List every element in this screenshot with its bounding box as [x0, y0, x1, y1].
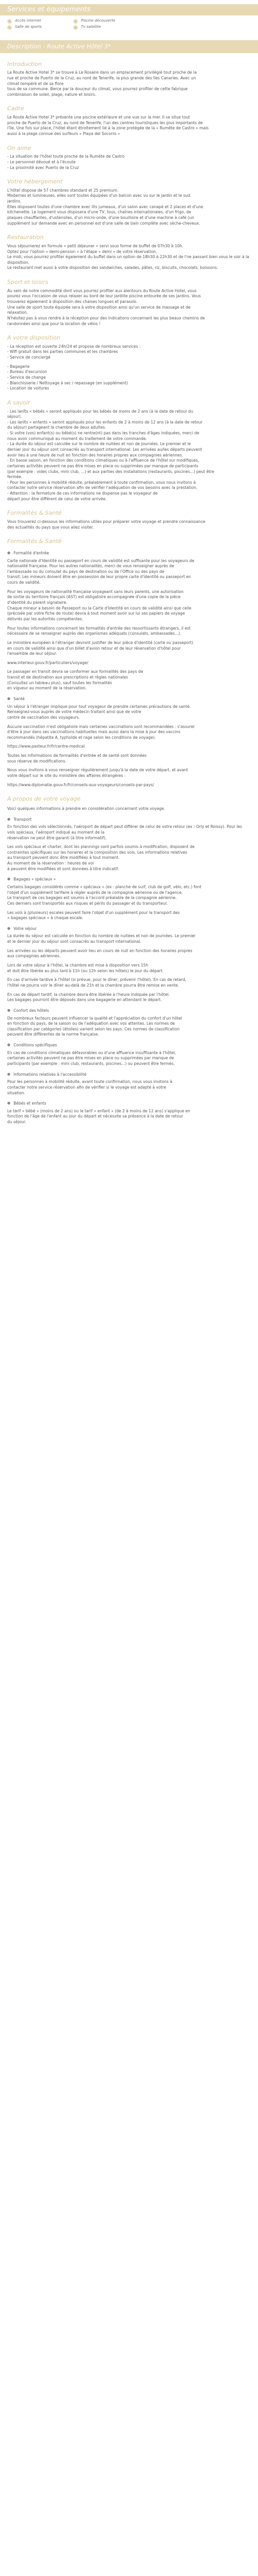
bullet-text: aux compagnies aériennes.: [7, 954, 61, 959]
bullet-text: Les vols spéciaux et charter, dont les plannings sont parfois soumis à modification, disposent de: [7, 844, 195, 850]
spacer: [7, 666, 251, 669]
bullet-text: situation.: [7, 1090, 26, 1095]
bullet-text: peuvent être différentes de la norme française.: [7, 1032, 99, 1037]
section-text: L'hôtel dispose de 57 chambres standard et 25 premium.: [7, 188, 119, 193]
bullet-title-row: [7, 1072, 251, 1078]
page-title-text: Description - Route Active Hôtel 3*: [7, 43, 111, 50]
section-text: - Blanchisserie / Nettoyage à sec / repassage (en supplément): [7, 380, 128, 385]
bullet-text: Les vols à (plusieurs) escales peuvent faire l'objet d'un supplément pour le transport des: [7, 910, 180, 915]
bullet-text: Pour les personnes à mobilité réduite, avant toute confirmation, nous vous invitons à: [7, 1079, 172, 1084]
bullet-text: en cours de validité ainsi que d'un billet d'avion retour et de leur réservation d'hôtel pour: [7, 646, 181, 651]
bullet-title: Formalité d'entrée: [13, 550, 49, 555]
section-heading: Votre hébergement: [7, 178, 63, 185]
section-text: - En basse saison, en fonction des conditions climatiques ou à l'affluence de l'hôtel sur modifiques,: [7, 458, 199, 463]
section-text: pourez vous l'occasion de vous relaxer au bord de leur jardiite piscine entourée de ses jardins. Vous: [7, 294, 201, 299]
section-text: Le restaurant met aussi à votre disposition des sandwiches, salades, pâtes, riz, biscuits, chocolats, boissons.: [7, 265, 218, 270]
section-text: combinaison de soleil, plage, nature et loisirs.: [7, 92, 96, 97]
spacer: [7, 622, 251, 626]
bullet-text: et doit être libérée au plus tard à 11h (ou 12h selon les hôtels) le jour du départ.: [7, 968, 164, 973]
bullet-dot-icon: ●: [7, 1043, 11, 1047]
bullet-text: En cas d'arrivée tardive à l'hôtel (si prévue, pour le dîner, prévenir l'hôtel). En cas de retard,: [7, 977, 186, 982]
bullet-text: d'identité du parent signataire.: [7, 600, 68, 605]
bullet-dot-icon: ●: [7, 817, 11, 821]
section-text: - Les lanîts « bébés » seront appliqués pour les bébés de moins de 2 ans (à la date de retour du: [7, 409, 194, 414]
section-text: La Route Active Hotel 3* se trouve à Le Rosaire dans un emplacement privilégié tout proche de la: [7, 70, 197, 75]
bullet-text: cours de validité.: [7, 580, 41, 585]
bullet-text: délivrés par les autorités compétentes.: [7, 616, 84, 621]
section-text: kitchenette. Le logement vous disposera d'une TV, tous, chaînes internationales, d'un frigo, de: [7, 210, 191, 215]
section-text: relaxation.: [7, 310, 28, 315]
bullet-text: www.interieur.gouv.fr/particuliers/voyage/: [7, 660, 89, 665]
bullet-text: votre départ sur le site du ministère des affaires étrangères :: [7, 773, 126, 778]
bullet-text: De nombreux facteurs peuvent influencer la qualité et l'appréciation du confort d'un hôtel: [7, 1015, 182, 1021]
spacer: [7, 974, 251, 977]
section-heading: On aime: [7, 144, 31, 151]
bullet-text: l'ensemble de leur séjour.: [7, 651, 57, 656]
section-heading: Restauration: [7, 234, 44, 241]
services-row: [7, 25, 251, 30]
bullet-text: Un séjour à l'étranger implique pour tout voyageur de prendre certaines précautions de santé.: [7, 704, 191, 709]
bullet-text: Aucune vaccination n'est obligatoire mais certaines vaccinations sont recommandées : s'assurer: [7, 724, 195, 729]
spacer: [7, 907, 251, 910]
section-text: - Bagagerie: [7, 364, 30, 369]
section-text: l'île. Une fois sur place, l'hôtel étant étroitement lié à la zone protégée de la « Ruméte de Castro » mais: [7, 126, 209, 131]
spacer: [7, 779, 251, 783]
bullet-text: La durée du séjour est calculée en fonction du nombre de nuitées et non de journées. Le premier: [7, 934, 196, 939]
section-text: départ pour être différent de celui de votre arrivée.: [7, 496, 107, 501]
section-heading: Sport et loisirs: [7, 279, 49, 286]
bullet-title-row: [7, 1101, 251, 1107]
section-text: - Service de change: [7, 375, 46, 380]
section-text: fermée.: [7, 474, 23, 480]
bullet-dot-icon: ●: [7, 877, 11, 882]
bullet-text: Les bagages pourront être déposés dans une bagagerie en attendant le départ.: [7, 997, 162, 1003]
section-text: - La durée du séjour est calculée sur le nombre de nuitées et non de journées. Le premier et le: [7, 442, 191, 447]
spacer: [7, 740, 251, 744]
section-text: contacter notre service réservation afin de vérifier l'adéquation de vos besoins avec la prestation.: [7, 485, 198, 490]
apropos-heading: A propos de votre voyage: [7, 795, 81, 803]
section-heading: Formalités & Santé: [7, 510, 62, 517]
bullet-title: Votre séjour: [13, 926, 37, 931]
bullet-text: au transport peuvent donc être modifiées à tout moment.: [7, 855, 120, 860]
bullet-text: (précisée par votre fiche de route) devra à tout moment avoir sur lui ses papiers de voyage: [7, 611, 185, 616]
bullet-dot-icon: ●: [7, 926, 11, 930]
bullet-text: Les arrivées ou les départs peuvent avoir lieu en cours de nuit en fonction des horaires propres: [7, 948, 192, 953]
tv-icon: [73, 25, 78, 30]
section-text: - Location de voitures: [7, 386, 50, 391]
section-text: Le midi, vous pourrez profiter également du buffet dans un option de 18h30 à 22h30 et de l'ne passant bien vous le soir à la disposition.: [7, 255, 249, 265]
apropos-bullets: [7, 817, 251, 1125]
spacer: [7, 586, 251, 589]
service-tv: [73, 25, 139, 30]
bullet-text: Nous vous invitons à vous renseigner régulièrement jusqu'à la date de votre départ, et avant: [7, 768, 188, 773]
bullet-text: Le ministère européen à l'étranger devront justifier de leur pièce d'identité (carte ou passeport): [7, 640, 194, 645]
bullet-text: Lors de votre séjour à l'hôtel, la chambre est mise à disposition vers 15h: [7, 963, 149, 968]
bullet-text: d'être à jour dans ses vaccinations habituelles mais aussi dans la mise à jour des vaccins: [7, 730, 181, 735]
bullet-text: transit. Les mineurs doivent être en possession de leur propre carte d'identité ou passeport en: [7, 574, 191, 580]
section-text: randonnées ainsi que pour la location de vélos !: [7, 321, 101, 326]
section-text: des actualités du pays que vous allez visiter.: [7, 524, 94, 530]
bullet-text: Le tarif « bébé » (moins de 2 ans) ou le tarif « enfant » (de 2 à moins de 12 ans) s'applique en: [7, 1108, 190, 1113]
service-internet: [7, 19, 73, 24]
section-text: - Pour les personnes à mobilité réduite, préalablement à toute confirmation, vous nous invitons à: [7, 480, 196, 485]
section-text: Une salle de sport toute équipée sera à votre disposition ainsi qu'un service de massage et de: [7, 304, 191, 310]
bullet-text: Chaque mineur a besoin de Passeport ou la Carte d'Identité en cours de validité ainsi que celle: [7, 605, 191, 611]
section-text: séjour).: [7, 414, 22, 419]
section-text: - La situation de l'hôtel toute proche de la Ruméte de Castro: [7, 154, 125, 159]
service-gym: [7, 25, 73, 30]
bullet-title-row: [7, 877, 251, 883]
formalites-block: [0, 537, 258, 788]
apropos-intro: Voici quelques informations à prendre en considération concernant votre voyage.: [7, 806, 166, 811]
services-grid: [0, 15, 258, 35]
section-text: N'hésitez pas à vous rendre à la réception pour des indications concernant les plus beaux chemins de: [7, 315, 205, 320]
spacer: [7, 657, 251, 660]
bullet-text: centre de vaccination des voyageurs.: [7, 715, 80, 720]
bullet-title: Santé: [13, 697, 25, 701]
bullet-text: l'ambassade ou du consulat du pays de destination ou de l'Office ou des pays de: [7, 569, 165, 574]
section-text: certaines activités peuvent ne pas être mises en place ou supprimées par manque de participants: [7, 463, 199, 468]
section-text: - La proximité avec Puerto de la Cruz: [7, 165, 79, 170]
bullet-text: « bagages spéciaux » à chaque escale.: [7, 916, 84, 921]
service-label: Tv satellite: [81, 25, 101, 29]
apropos-block: [0, 795, 258, 1125]
section-text: climat tempéré et de sa flore: [7, 81, 64, 86]
section-text: - Si votre (vos) enfant(s) ou bébé(s) ne rentre(nt) pas dans les tranches d'âges indiquées, merci de: [7, 431, 200, 436]
bullet-text: Certains bagages considérés comme « spéciaux » (ex : planche de surf, club de golf, vélo, etc.) font: [7, 884, 202, 889]
section-text: Modernes et lumineuses, elles sont toutes équipées d'un balcon avec vu sur le jardin et le sud.: [7, 193, 191, 198]
bullet-text: Carte nationale d'Identité ou passeport en cours de validité est suffisante pour les voyageurs de: [7, 558, 195, 563]
bullet-text: fonction de l'âge de l'enfant au jour du départ et nécessite sa présence à la date de retour: [7, 1114, 183, 1119]
bullet-text: nationalité française. Pour les autres nationalités, merci de vous renseigner auprès de: [7, 564, 174, 569]
section-text: Vous trouverez ci-dessous les informations utiles pour préparer votre voyage et prendre connaissance: [7, 519, 205, 524]
bullet-text: Pour les voyageurs de nationalité française voyageant sans leurs parents, une autorisation: [7, 589, 184, 594]
spacer: [7, 841, 251, 844]
formalites-heading: Formalités & Santé: [7, 538, 62, 545]
bullet-text: recommandés (hépatite A, typhoïde et rage selon les conditions de voyage).: [7, 735, 156, 740]
spacer: [7, 637, 251, 640]
bullet-dot-icon: ●: [7, 697, 11, 701]
section-text: Optez pour l'option « demi-pension » à l'étape « demi » de votre réservation.: [7, 249, 157, 254]
section-heading: A savoir: [7, 399, 30, 406]
bullet-text: https://www.diplomatie.gouv.fr/fr/conseils-aux-voyageurs/conseils-par-pays/: [7, 782, 154, 787]
bullet-title-row: [7, 551, 251, 556]
bullet-text: participants (par exemple : mini club, restaurants, piscines...) ou peuvent être fermés.: [7, 1061, 175, 1066]
section-heading: A votre disposition: [7, 334, 60, 342]
section-text: - Attention : la fermeture de ces informations ne dispense pas le voyageur de: [7, 491, 158, 496]
description-sections: [0, 60, 258, 531]
section-text: - Les lanîts « enfants » seront appliqués pour les enfants de 2 à moins de 12 ans (à la date de retour: [7, 419, 203, 425]
bullet-title: Confort des hôtels: [13, 1008, 49, 1013]
bullet-text: En cas de départ tardif, la chambre devra être libérée à l'heure indiquée par l'hôtel.: [7, 992, 170, 997]
bullet-title: Bagages « spéciaux »: [13, 877, 56, 882]
service-pool: [73, 19, 139, 24]
bullet-text: classification par catégories (étoiles) varient selon les pays. Ces normes de classification: [7, 1026, 180, 1031]
section-heading: Introduction: [7, 60, 42, 67]
bullet-text: Au moment de la réservation : heures de vol: [7, 861, 94, 866]
section-text: Au sein de notre commodité dont vous pourrez profiter aux alentours du Route Active Hotel, vous: [7, 288, 197, 293]
section-text: Elles disposent toutes d'une chambre avec lits jumeaux, d'un salon avec canapé et 2 places et d'une: [7, 204, 203, 209]
bullet-text: certaines activités peuvent ne pas être mises en place ou supprimées par manque de: [7, 1056, 174, 1061]
services-header: [0, 4, 258, 15]
section-text: trouverez également à disposition des chaises longues et parasols.: [7, 299, 138, 304]
service-label: Piscine découverte: [81, 19, 116, 23]
section-text: proche de Puerto de la Cruz, au nord de Tenerife, l'un des centres touristiques les plus importants de: [7, 120, 203, 125]
bullet-title-row: [7, 697, 251, 702]
wifi-icon: [7, 19, 12, 24]
bullet-text: sous réserve de modifications.: [7, 758, 67, 764]
page-title: [0, 40, 258, 53]
section-text: Vous séjournerez en formule « petit déjeuner » servi sous forme de buffet de 07h30 à 10h.: [7, 243, 184, 248]
section-heading: Cadre: [7, 105, 24, 112]
spacer: [7, 764, 251, 768]
bullet-text: Toutes les informations de formalités d'entrée et de santé sont données: [7, 753, 147, 758]
bullet-text: Le passager en transit devra se conformer aux formalités des pays de: [7, 669, 143, 674]
section-text: jardins.: [7, 199, 22, 204]
spacer: [7, 750, 251, 753]
spacer: [7, 721, 251, 724]
bullet-text: l'objet d'un supplément tarifaire à régler auprès de la compagnie aérienne ou de l'agence.: [7, 890, 183, 895]
bullet-title-row: [7, 1043, 251, 1048]
bullet-text: en fonction du pays, de la saison ou de l'adéquation avec vos attentes. Les normes de: [7, 1021, 175, 1026]
gym-icon: [7, 25, 12, 30]
bullet-text: Le transport de ces bagages est soumis à l'accord préalable de la compagnie aérienne.: [7, 895, 177, 901]
section-text: aussi à la plage connue des surfeurs « Playa del Socorro »: [7, 131, 120, 136]
bullet-text: contacter notre service réservation afin de vérifier si le voyage est adapté à votre: [7, 1084, 167, 1090]
bullet-text: (Consultez un tableau plus), sauf toutes les formalités: [7, 680, 112, 685]
bullet-text: et le dernier jour du séjour sont consacrés au transport international.: [7, 939, 141, 944]
section-text: - Wifi gratuit dans les parties communes et les chambres: [7, 349, 118, 354]
spacer: [7, 959, 251, 963]
bullet-title: Conditions spécifiques: [13, 1043, 57, 1048]
bullet-title-row: [7, 926, 251, 932]
section-text: rue et proche de Puerto de la Cruz, au nord de Tenerife, la plus grande des îles Canaries. Avec un: [7, 75, 196, 80]
section-text: Le Route Active Hotel 3* présente une piscine extérieure et une vue sur la mer. Il se situe tout: [7, 115, 190, 120]
bullet-text: En fonction des vols sélectionnés, l'aéroport de départ peut différer de celui de votre retour (ex : Orly et Roissy). Pour les vols spéciaux, l'aéroport indiqué au moment de la: [7, 824, 243, 835]
bullet-dot-icon: ●: [7, 1072, 11, 1076]
bullet-text: en vigueur au moment de la réservation.: [7, 686, 87, 691]
service-label: Accès internet: [15, 19, 41, 23]
section-text: (par exemple : vides clubs, mini club, ...) et aux parties des installations (restaurants, piscines...) peut être: [7, 469, 215, 474]
spacer: [7, 989, 251, 992]
bullet-text: https://www.pasteur.fr/fr/centre-medical: [7, 744, 85, 749]
bullet-title-row: [7, 1008, 251, 1014]
bullet-text: transit et de destination aux prescriptions et règles nationales: [7, 675, 128, 680]
section-text: tous de sa commune. Berce par la douceur du climat, vous pourrez profiter de cette fabrique: [7, 87, 188, 92]
bullet-text: à peuvent être modifiées et sont données à titre indicatif.: [7, 866, 119, 871]
section-text: supplément sur demande avec en personnel est d'une salle de bain complète avec sèche-cheveux.: [7, 221, 200, 226]
services-row: [7, 19, 251, 24]
section-text: - Bureau d'excursion: [7, 369, 47, 375]
page: [0, 4, 258, 1125]
bullet-text: l'hôtel ne pourra voir le dîner au-delà de 21h et la chambre pourra être remise en vente.: [7, 982, 180, 988]
bullet-title: Informations relatives à l'accessibilité: [13, 1072, 87, 1077]
bullet-text: du séjour.: [7, 1120, 26, 1125]
services-header-text: Services et équipements: [7, 6, 91, 13]
spacer: [7, 945, 251, 948]
section-text: du séjour) partageant la chambre de deux adultes.: [7, 425, 106, 430]
bullet-text: contraintes spécifiques sur les horaires et la composition des vols. Les informations relatives: [7, 850, 187, 855]
bullet-title: Bébés et enfants: [13, 1101, 46, 1106]
bullet-title-row: [7, 817, 251, 823]
bullet-text: réservation ne peut être garanti (à titre informatif).: [7, 835, 107, 840]
section-text: dernier jour du séjour sont consacrés au transport international. Les arrivées au/les départs peuvent: [7, 447, 202, 452]
bullet-text: Renseignez-vous auprès de votre médecin traitant ainsi que de votre: [7, 709, 141, 715]
section-text: plaques chauffantes, d'ustensiles, d'un micro-onde, d'une bouilloire et d'une machine à café (un: [7, 215, 195, 220]
bullet-text: En cas de conditions climatiques défavorables ou d'une affluence insuffisante à l'hôtel,: [7, 1050, 176, 1055]
bullet-text: nécessaire de se renseigner auprès des organismes adéquats (consulats, ambassades...).: [7, 631, 182, 636]
section-text: - Service de conciergé: [7, 355, 51, 360]
service-label: Salle de sports: [15, 25, 42, 29]
section-text: avoir lieu à une heure de nuit en fonction des horaires propres aux compagnies aériennes.: [7, 452, 183, 457]
bullet-dot-icon: ●: [7, 1008, 11, 1012]
bullet-text: Ces derniers sont transportés aux risques et périls du passager et du transporteur.: [7, 901, 168, 906]
pool-icon: [73, 19, 78, 24]
bullet-dot-icon: ●: [7, 1101, 11, 1106]
bullet-text: Pour toutes informations concernant les formalités d'entrée des ressortissants étrangers, il est: [7, 625, 191, 631]
section-text: - Le personnel dévoué et à l'écoute: [7, 159, 76, 164]
formalites-bullets: [7, 551, 251, 788]
section-text: - La réception est ouverte 24h/24 et propose de nombreux services :: [7, 344, 141, 349]
bullet-title: Transport: [13, 817, 32, 822]
bullet-text: de sortie du territoire français (AST) est obligatoire accompagnée d'une copie de la pièce: [7, 595, 181, 600]
bullet-dot-icon: ●: [7, 550, 11, 555]
section-text: nous avoir communiqué au moment du traitement de votre commande.: [7, 436, 147, 441]
spacer: [7, 361, 251, 364]
